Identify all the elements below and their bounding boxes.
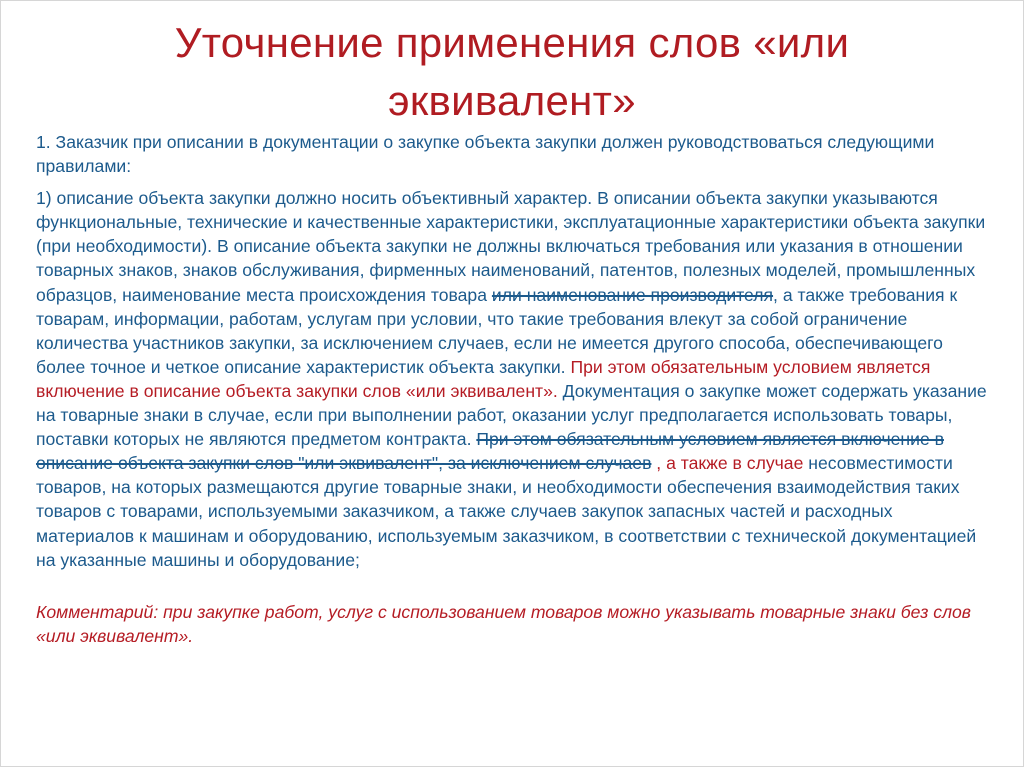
rule-1-text-a: 1) описание объекта закупки должно носить объективный характер. В описании объекта закупки указываются функциональные, технические и качественные характеристики, эксплуатационные характеристики объекта закупки (при необходимости). В описание объекта закупки не должны включаться требования или указания в отношении товарных знаков, знаков обслуживания, фирменных наименований, патентов, полезных моделей, промышленных образцов, наименование места происхождения товара: [36, 188, 986, 305]
struck-text-equivalent-condition: При этом обязательным условием является включение в описание объекта закупки слов "или эквивалент", за исключением случаев: [36, 429, 944, 474]
rule-1-text-b: , а также требования к товарам, информации, работам, услугам при условии, что такие требования влекут за собой ограничение количества участников закупки, за исключением случаев, если не имеется другого способа, обеспечивающего более точное и четкое описание характеристик объекта закупки.: [36, 284, 958, 377]
highlight-also-case: , а также в случае: [651, 453, 804, 474]
rule-1-text-c: Документация о закупке может содержать указание на товарные знаки в случае, если при выполнении работ, оказании услуг предполагается использовать товары, поставки которых не являются предметом контракта.: [36, 380, 987, 450]
struck-text-manufacturer: или наименование производителя: [491, 284, 774, 305]
slide-body: [36, 130, 992, 648]
slide-title: [0, 14, 1024, 130]
comment-note: Комментарий: при закупке работ, услуг с использованием товаров можно указывать товарные знаки без слов «или эквивалент».: [36, 601, 971, 646]
rule-intro: 1. Заказчик при описании в документации о закупке объекта закупки должен руководствоваться следующими правилами:: [36, 132, 935, 177]
slide-title-line-2: эквивалент»: [388, 77, 636, 124]
rule-1-text-d: несовместимости товаров, на которых размещаются другие товарные знаки, и необходимости обеспечения взаимодействия таких товаров с товарами, используемыми заказчиком, а также случаев закупок запасных частей и расходных материалов к машинам и оборудованию, используемым заказчиком, в соответствии с технической документацией на указанные машины и оборудование;: [36, 453, 977, 570]
rule-1-paragraph: [36, 186, 992, 572]
slide-title-line-1: Уточнение применения слов «или: [174, 19, 850, 66]
highlight-equivalent-condition: При этом обязательным условием является включение в описание объекта закупки слов «или эквивалент».: [36, 356, 931, 401]
